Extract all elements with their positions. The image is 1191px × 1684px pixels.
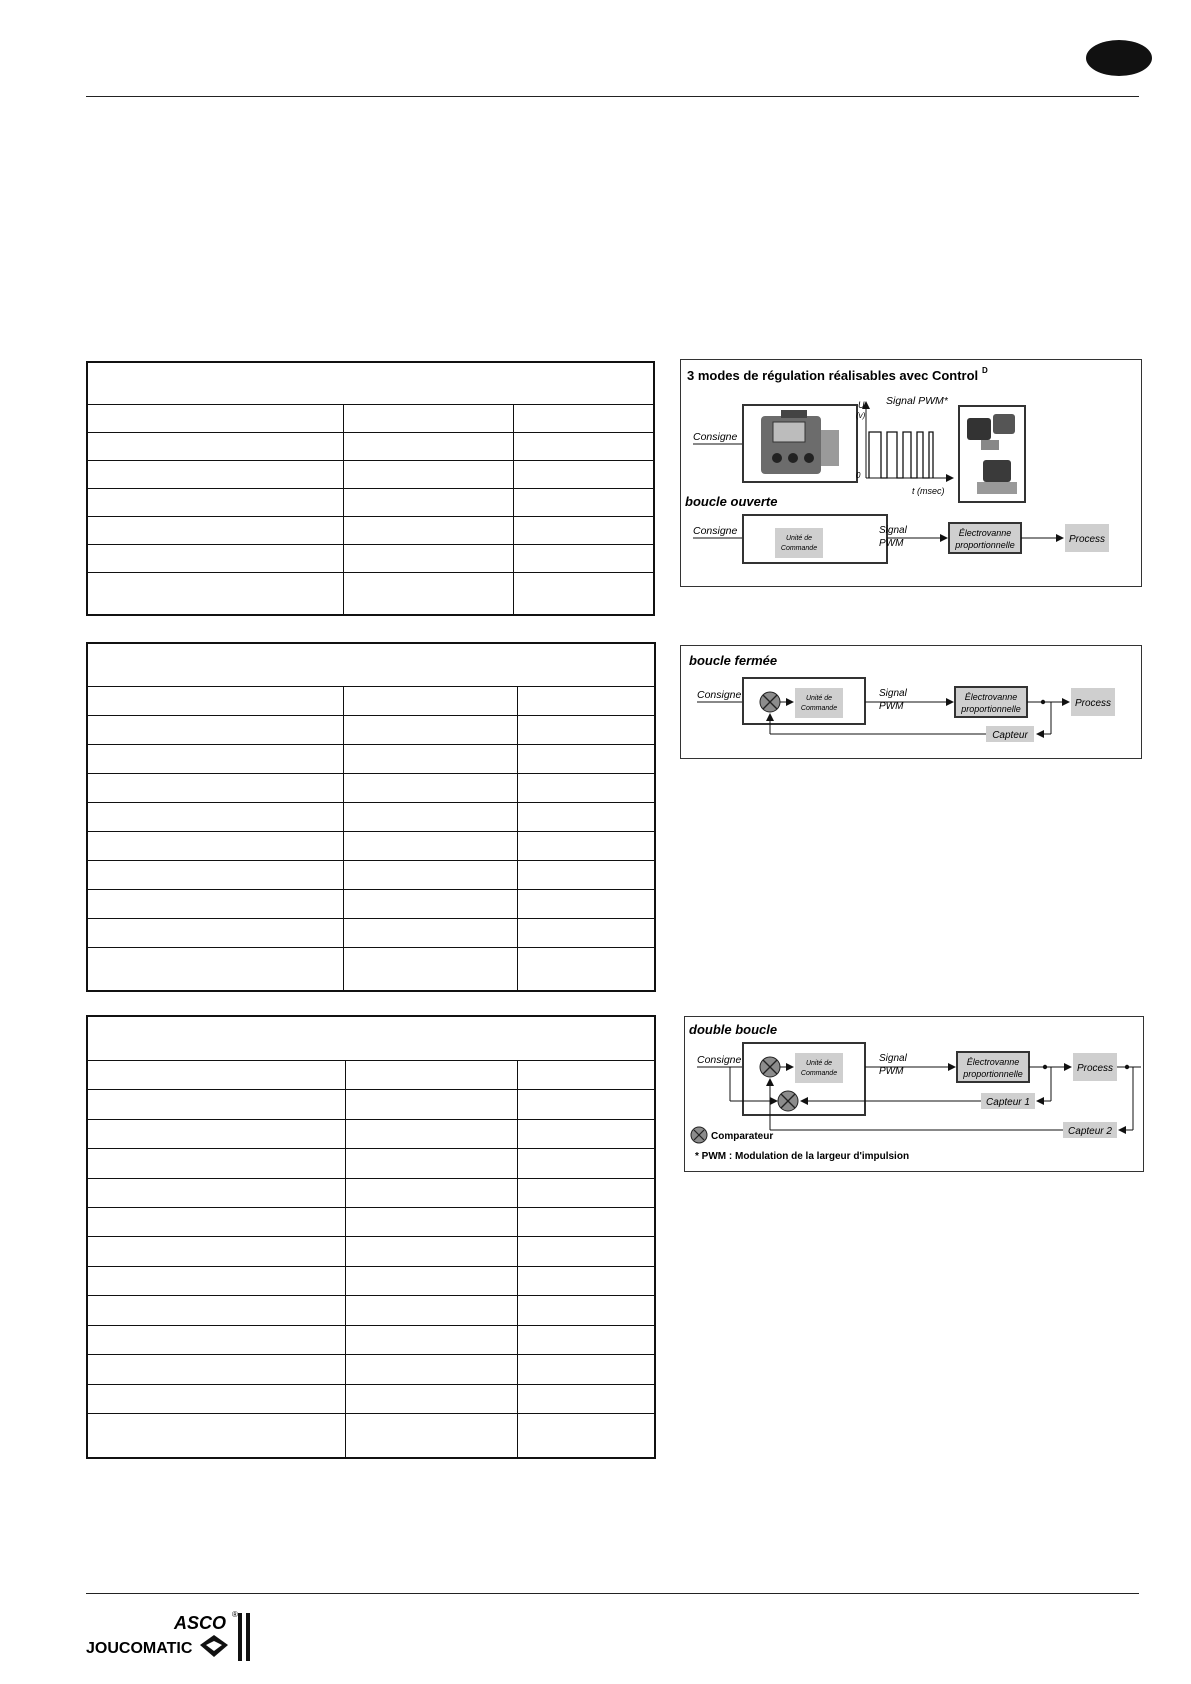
- unit-label-line2: Commande: [800, 705, 838, 712]
- double-loop-svg: [685, 1017, 1143, 1171]
- process-label: Process: [1074, 698, 1112, 709]
- table-cell: [517, 1178, 655, 1207]
- table-row: [87, 1090, 655, 1119]
- table-cell: [343, 687, 517, 716]
- table-cell: [345, 1090, 517, 1119]
- table-cell: [87, 362, 654, 404]
- table-header-row: [87, 643, 655, 687]
- table-cell: [87, 573, 343, 615]
- table-cell: [87, 1090, 345, 1119]
- table-cell: [87, 803, 343, 832]
- table-cell: [87, 1207, 345, 1236]
- table-cell: [343, 803, 517, 832]
- open-loop-svg: [681, 360, 1141, 586]
- comparator-icon: [760, 692, 780, 712]
- table-cell: [87, 643, 655, 687]
- table-cell: [345, 1355, 517, 1384]
- table-cell: [87, 1414, 345, 1458]
- table-cell: [345, 1237, 517, 1266]
- table-row: [87, 1355, 655, 1384]
- table-row: [87, 460, 654, 488]
- logo-bar: [238, 1613, 242, 1661]
- table-row: [87, 1266, 655, 1295]
- table-cell: [87, 1060, 345, 1089]
- signal-label: Signal: [879, 525, 907, 536]
- table-row: [87, 517, 654, 545]
- table-cell: [517, 1119, 655, 1148]
- table-row: [87, 1325, 655, 1354]
- table-cell: [87, 1178, 345, 1207]
- unit-label-line2: Commande: [780, 545, 818, 552]
- diagram-open-loop: [680, 359, 1142, 587]
- table-cell: [343, 404, 513, 432]
- axis-t-label: t (msec): [912, 486, 945, 496]
- table-cell: [517, 1060, 655, 1089]
- table-cell: [87, 1266, 345, 1295]
- logo-brand-top: ASCO: [174, 1613, 227, 1633]
- table-row: [87, 861, 655, 890]
- control-unit-box: [775, 528, 823, 558]
- table-cell: [517, 774, 655, 803]
- spec-table-2: [86, 642, 656, 992]
- table-row: [87, 1060, 655, 1089]
- table-cell: [343, 517, 513, 545]
- table-cell: [87, 1355, 345, 1384]
- axis-zero-label: 0: [856, 471, 861, 480]
- table-cell: [517, 890, 655, 919]
- table-cell: [345, 1149, 517, 1178]
- table-cell: [343, 545, 513, 573]
- table-cell: [517, 1325, 655, 1354]
- table-row: [87, 774, 655, 803]
- unit-label-line2: Commande: [800, 1070, 838, 1077]
- table-row: [87, 803, 655, 832]
- table-cell: [87, 1016, 655, 1060]
- table-row: [87, 432, 654, 460]
- mode-label: boucle ouverte: [685, 494, 778, 509]
- diagram-closed-loop: [680, 645, 1142, 759]
- table-row: [87, 1237, 655, 1266]
- table-cell: [343, 948, 517, 992]
- legend-comparator-icon: [691, 1127, 707, 1143]
- table-cell: [517, 1090, 655, 1119]
- table-cell: [345, 1060, 517, 1089]
- sensor-2-label: Capteur 2: [1068, 1126, 1112, 1137]
- table-cell: [513, 517, 654, 545]
- valve-label-line2: proportionnelle: [963, 1069, 1023, 1079]
- control-unit-box: [795, 1053, 843, 1083]
- table-row: [87, 573, 654, 615]
- table-row: [87, 1119, 655, 1148]
- valve-label-line1: Électrovanne: [958, 528, 1012, 538]
- spec-table-1: [86, 361, 655, 616]
- table-cell: [513, 460, 654, 488]
- closed-loop-svg: [681, 646, 1141, 758]
- axis-u-label: U: [858, 400, 865, 410]
- table-cell: [517, 861, 655, 890]
- pwm-label: PWM: [879, 538, 904, 549]
- logo-svg: [86, 1605, 266, 1665]
- axis-v-label: (v): [856, 411, 866, 420]
- table-row: [87, 716, 655, 745]
- table-cell: [87, 404, 343, 432]
- table-cell: [87, 1237, 345, 1266]
- consigne-label: Consigne: [693, 431, 738, 443]
- diagram-title: 3 modes de régulation réalisables avec Control: [687, 368, 979, 383]
- table-cell: [343, 861, 517, 890]
- legend-comparator-label: Comparateur: [711, 1131, 774, 1142]
- table-cell: [87, 745, 343, 774]
- asco-joucomatic-logo: [86, 1605, 266, 1665]
- table-cell: [517, 1414, 655, 1458]
- unit-label-line1: Unité de: [805, 695, 833, 702]
- table-cell: [517, 1149, 655, 1178]
- footer-divider: [86, 1593, 1139, 1594]
- table-row: [87, 1149, 655, 1178]
- table-row: [87, 919, 655, 948]
- table-cell: [343, 488, 513, 516]
- mode-label: double boucle: [689, 1022, 778, 1037]
- header-divider: [86, 96, 1139, 97]
- table-cell: [87, 460, 343, 488]
- table-cell: [513, 404, 654, 432]
- table-cell: [345, 1119, 517, 1148]
- table-cell: [517, 1296, 655, 1325]
- table-row: [87, 1414, 655, 1458]
- table-cell: [343, 832, 517, 861]
- table-cell: [345, 1296, 517, 1325]
- table-cell: [87, 517, 343, 545]
- valve-label-line2: proportionnelle: [961, 704, 1021, 714]
- diagram-double-loop: [684, 1016, 1144, 1172]
- table-cell: [345, 1207, 517, 1236]
- table-cell: [87, 948, 343, 992]
- table-cell: [513, 545, 654, 573]
- consigne-label: Consigne: [697, 1054, 742, 1066]
- logo-diamond-icon: [200, 1635, 228, 1657]
- table-cell: [517, 1384, 655, 1413]
- consigne-label-2: Consigne: [693, 525, 738, 537]
- table-cell: [87, 716, 343, 745]
- signal-label: Signal: [879, 688, 907, 699]
- table-header-row: [87, 362, 654, 404]
- table-cell: [517, 803, 655, 832]
- table-cell: [343, 460, 513, 488]
- table-row: [87, 745, 655, 774]
- table-cell: [87, 432, 343, 460]
- table-cell: [517, 832, 655, 861]
- mode-label: boucle fermée: [689, 653, 778, 668]
- table-cell: [343, 919, 517, 948]
- table-cell: [345, 1266, 517, 1295]
- table-cell: [87, 1296, 345, 1325]
- unit-label-line1: Unité de: [805, 1060, 833, 1067]
- table-cell: [343, 573, 513, 615]
- table-cell: [87, 832, 343, 861]
- table-row: [87, 1207, 655, 1236]
- table-cell: [87, 1119, 345, 1148]
- pwm-label: PWM: [879, 701, 904, 712]
- table-cell: [345, 1325, 517, 1354]
- unit-label-line1: Unité de: [785, 535, 813, 542]
- table-cell: [343, 716, 517, 745]
- pwm-waveform: [869, 432, 933, 478]
- table-cell: [87, 919, 343, 948]
- table-row: [87, 404, 654, 432]
- legend-pwm-note: * PWM : Modulation de la largeur d'impulsion: [695, 1151, 910, 1162]
- table-cell: [345, 1384, 517, 1413]
- table-cell: [517, 919, 655, 948]
- table-cell: [513, 573, 654, 615]
- table-cell: [517, 687, 655, 716]
- signal-label: Signal: [879, 1053, 907, 1064]
- table-cell: [87, 890, 343, 919]
- table-cell: [87, 545, 343, 573]
- table-row: [87, 832, 655, 861]
- table-cell: [343, 774, 517, 803]
- process-label: Process: [1076, 1063, 1114, 1074]
- sensor-label: Capteur: [992, 730, 1028, 741]
- control-unit-box: [795, 688, 843, 718]
- valve-label-line1: Électrovanne: [964, 692, 1018, 702]
- spec-table-3: [86, 1015, 656, 1459]
- table-cell: [343, 745, 517, 774]
- table-cell: [517, 1207, 655, 1236]
- consigne-label: Consigne: [697, 689, 742, 701]
- diagram-title-superscript: D: [982, 366, 988, 375]
- comparator-icon: [760, 1057, 780, 1077]
- language-badge: [1086, 40, 1152, 76]
- table-cell: [87, 774, 343, 803]
- sensor-1-label: Capteur 1: [986, 1097, 1030, 1108]
- valve-label-line1: Électrovanne: [966, 1057, 1020, 1067]
- table-row: [87, 890, 655, 919]
- table-row: [87, 488, 654, 516]
- logo-registered-mark: ®: [232, 1610, 238, 1619]
- table-cell: [517, 716, 655, 745]
- table-cell: [345, 1414, 517, 1458]
- table-cell: [345, 1178, 517, 1207]
- table-row: [87, 1296, 655, 1325]
- comparator-icon: [778, 1091, 798, 1111]
- table-cell: [513, 432, 654, 460]
- signal-pwm-label: Signal PWM*: [886, 395, 948, 407]
- table-cell: [517, 745, 655, 774]
- table-cell: [517, 1237, 655, 1266]
- table-cell: [343, 890, 517, 919]
- logo-brand-bottom: JOUCOMATIC: [86, 1640, 193, 1657]
- table-row: [87, 1384, 655, 1413]
- table-row: [87, 948, 655, 992]
- table-cell: [87, 687, 343, 716]
- table-row: [87, 545, 654, 573]
- pwm-label: PWM: [879, 1066, 904, 1077]
- table-cell: [517, 1266, 655, 1295]
- table-row: [87, 1178, 655, 1207]
- table-cell: [87, 1384, 345, 1413]
- table-cell: [343, 432, 513, 460]
- valve-label-line2: proportionnelle: [955, 540, 1015, 550]
- table-row: [87, 687, 655, 716]
- table-cell: [513, 488, 654, 516]
- table-cell: [87, 1149, 345, 1178]
- table-cell: [87, 488, 343, 516]
- table-cell: [87, 1325, 345, 1354]
- process-label: Process: [1068, 534, 1106, 545]
- table-cell: [517, 1355, 655, 1384]
- logo-bar: [246, 1613, 250, 1661]
- table-cell: [517, 948, 655, 992]
- table-cell: [87, 861, 343, 890]
- table-header-row: [87, 1016, 655, 1060]
